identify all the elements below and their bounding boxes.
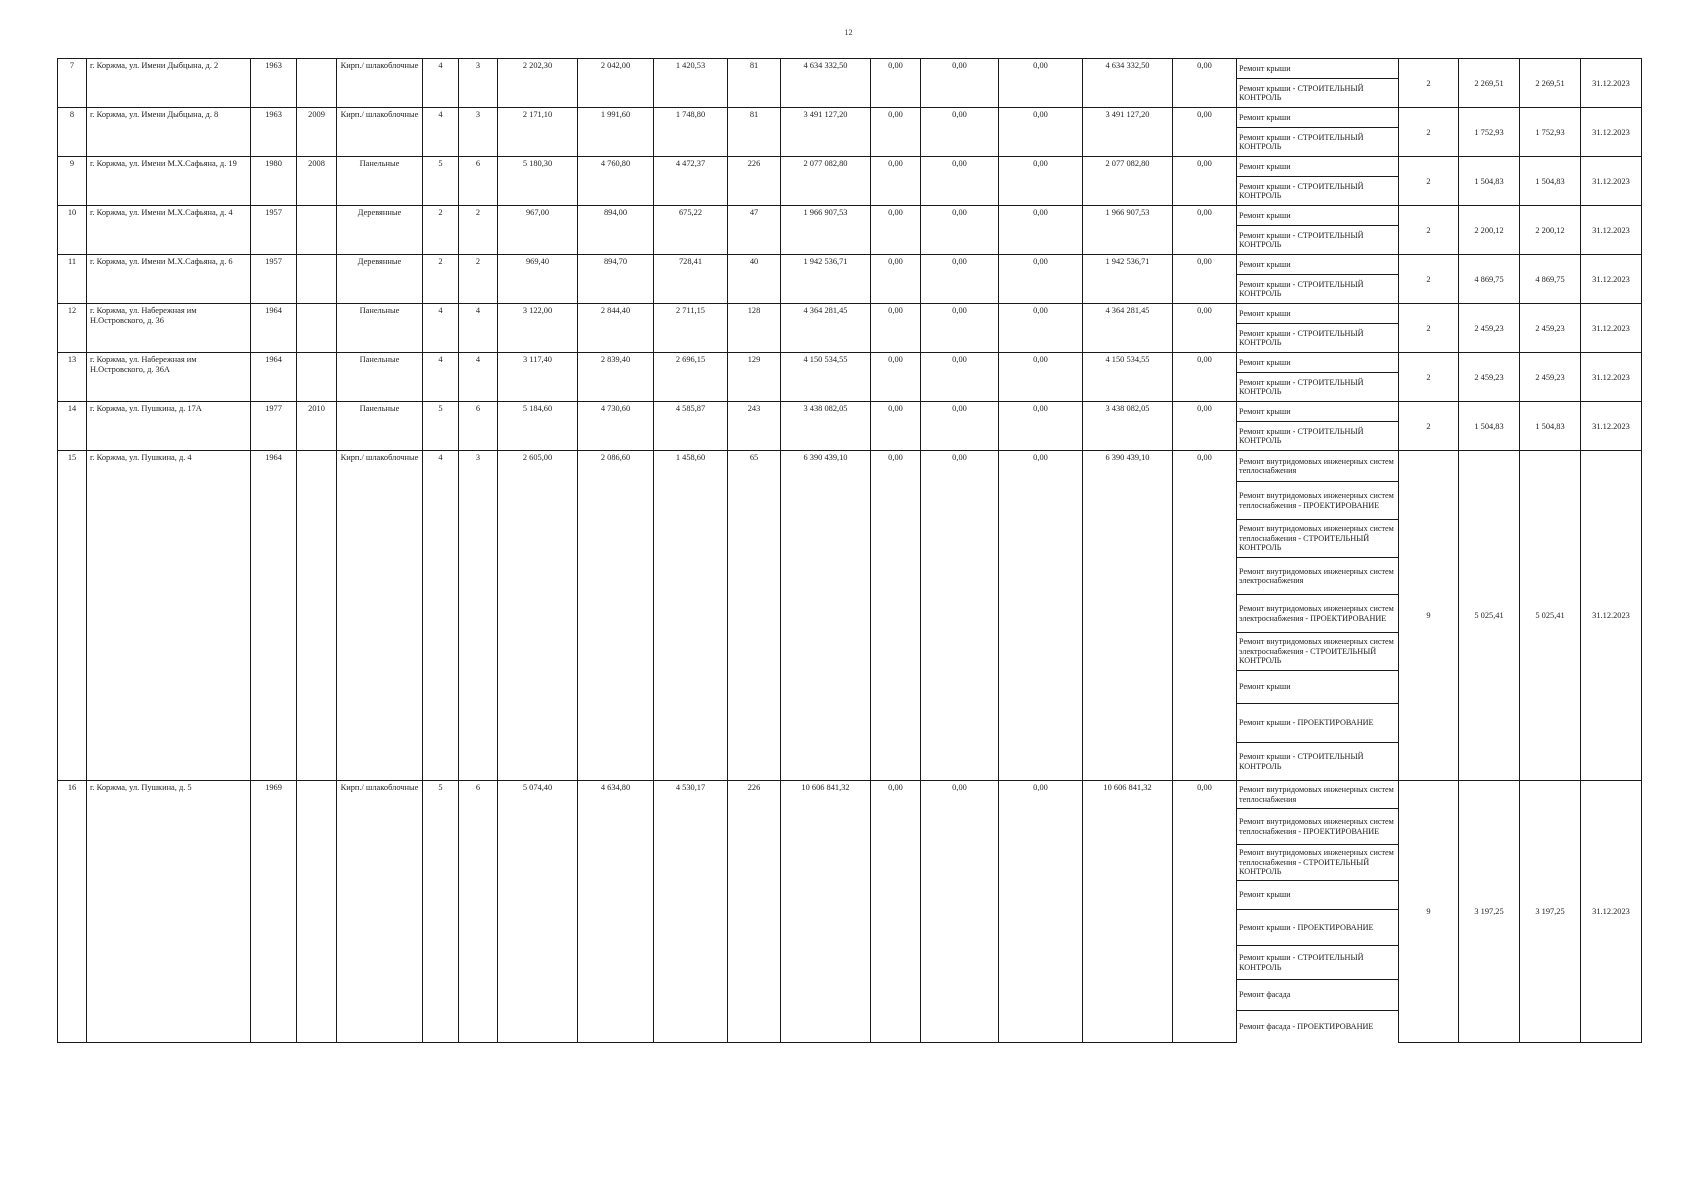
cell-address: г. Коржма, ул. Имени М.Х.Сафьяна, д. 4 [87,206,251,255]
cell-residents: 243 [728,402,781,451]
cell-fund-other: 0,00 [1173,206,1237,255]
cell-fund-owners: 1 966 907,53 [1083,206,1173,255]
cell-row-number: 15 [58,451,87,781]
cell-floors: 4 [423,108,459,157]
cell-year-renovated: 2010 [297,402,337,451]
cell-year-renovated [297,304,337,353]
cell-floors: 5 [423,781,459,1043]
cell-year-built: 1957 [251,255,297,304]
cell-year-renovated: 2009 [297,108,337,157]
cell-fund-other: 0,00 [1173,781,1237,1043]
page-number: 12 [844,28,853,37]
cell-wall-material: Панельные [337,304,423,353]
cell-address: г. Коржма, ул. Имени Дыбцына, д. 8 [87,108,251,157]
cell-work-type: Ремонт крыши - СТРОИТЕЛЬНЫЙ КОНТРОЛЬ [1237,946,1399,980]
cell-area-residential: 1 991,60 [578,108,654,157]
cell-work-type: Ремонт внутридомовых инженерных систем теплоснабжения - ПРОЕКТИРОВАНИЕ [1237,809,1399,845]
cell-fund-other: 0,00 [1173,255,1237,304]
cell-work-type: Ремонт внутридомовых инженерных систем теплоснабжения - ПРОЕКТИРОВАНИЕ [1237,482,1399,520]
cell-max-cost: 1 504,83 [1520,157,1581,206]
cell-deadline: 31.12.2023 [1581,255,1642,304]
cell-work-type: Ремонт крыши - СТРОИТЕЛЬНЫЙ КОНТРОЛЬ [1237,373,1399,402]
cell-work-type: Ремонт крыши - СТРОИТЕЛЬНЫЙ КОНТРОЛЬ [1237,422,1399,451]
register-subrow [58,353,1642,373]
register-subrow [58,451,1642,482]
cell-cost-total: 10 606 841,32 [781,781,871,1043]
cell-work-type: Ремонт внутридомовых инженерных систем теплоснабжения [1237,451,1399,482]
cell-fund-municipal: 0,00 [999,353,1083,402]
cell-year-renovated [297,206,337,255]
cell-deadline: 31.12.2023 [1581,157,1642,206]
cell-unit-cost: 1 752,93 [1459,108,1520,157]
cell-residents: 129 [728,353,781,402]
cell-deadline: 31.12.2023 [1581,108,1642,157]
cell-wall-material: Деревянные [337,206,423,255]
cell-fund-municipal: 0,00 [999,108,1083,157]
cell-work-type: Ремонт фасада [1237,980,1399,1011]
cell-wall-material: Панельные [337,157,423,206]
cell-work-type: Ремонт крыши [1237,255,1399,275]
cell-fund-federal: 0,00 [871,451,921,781]
cell-fund-municipal: 0,00 [999,206,1083,255]
cell-work-type: Ремонт крыши - СТРОИТЕЛЬНЫЙ КОНТРОЛЬ [1237,275,1399,304]
cell-residents: 128 [728,304,781,353]
cell-max-cost: 2 269,51 [1520,59,1581,108]
cell-max-cost: 2 200,12 [1520,206,1581,255]
cell-fund-regional: 0,00 [921,59,999,108]
cell-area-residential: 4 760,80 [578,157,654,206]
cell-area-owned: 728,41 [654,255,728,304]
cell-fund-federal: 0,00 [871,255,921,304]
cell-work-count: 2 [1399,304,1459,353]
cell-address: г. Коржма, ул. Набережная им Н.Островского, д. 36 [87,304,251,353]
cell-max-cost: 4 869,75 [1520,255,1581,304]
cell-work-type: Ремонт крыши [1237,881,1399,910]
cell-area-residential: 2 042,00 [578,59,654,108]
cell-work-count: 2 [1399,157,1459,206]
cell-entrances: 6 [459,157,498,206]
cell-year-built: 1980 [251,157,297,206]
cell-year-built: 1963 [251,108,297,157]
cell-year-built: 1963 [251,59,297,108]
cell-wall-material: Деревянные [337,255,423,304]
cell-area-owned: 2 696,15 [654,353,728,402]
cell-work-type: Ремонт внутридомовых инженерных систем теплоснабжения [1237,781,1399,809]
cell-area-total: 5 180,30 [498,157,578,206]
cell-area-total: 3 117,40 [498,353,578,402]
cell-fund-regional: 0,00 [921,781,999,1043]
cell-cost-total: 3 438 082,05 [781,402,871,451]
register-subrow [58,781,1642,809]
cell-work-type: Ремонт внутридомовых инженерных систем теплоснабжения - СТРОИТЕЛЬНЫЙ КОНТРОЛЬ [1237,845,1399,881]
cell-area-residential: 2 086,60 [578,451,654,781]
cell-fund-municipal: 0,00 [999,59,1083,108]
cell-floors: 2 [423,206,459,255]
cell-fund-other: 0,00 [1173,157,1237,206]
cell-wall-material: Кирп./ шлакоблочные [337,108,423,157]
cell-residents: 47 [728,206,781,255]
cell-work-type: Ремонт внутридомовых инженерных систем электроснабжения [1237,558,1399,595]
cell-area-total: 2 202,30 [498,59,578,108]
cell-fund-owners: 4 364 281,45 [1083,304,1173,353]
cell-area-total: 5 184,60 [498,402,578,451]
cell-fund-owners: 6 390 439,10 [1083,451,1173,781]
cell-unit-cost: 2 459,23 [1459,304,1520,353]
cell-entrances: 4 [459,304,498,353]
cell-residents: 65 [728,451,781,781]
cell-fund-federal: 0,00 [871,781,921,1043]
cell-work-type: Ремонт крыши - СТРОИТЕЛЬНЫЙ КОНТРОЛЬ [1237,177,1399,206]
cell-unit-cost: 2 269,51 [1459,59,1520,108]
register-subrow [58,255,1642,275]
cell-deadline: 31.12.2023 [1581,304,1642,353]
register-subrow [58,59,1642,79]
cell-max-cost: 2 459,23 [1520,304,1581,353]
cell-area-total: 969,40 [498,255,578,304]
cell-area-owned: 4 585,87 [654,402,728,451]
cell-work-count: 9 [1399,781,1459,1043]
cell-area-residential: 4 634,80 [578,781,654,1043]
cell-deadline: 31.12.2023 [1581,402,1642,451]
cell-address: г. Коржма, ул. Имени Дыбцына, д. 2 [87,59,251,108]
cell-row-number: 10 [58,206,87,255]
cell-fund-federal: 0,00 [871,59,921,108]
cell-year-built: 1969 [251,781,297,1043]
cell-unit-cost: 2 459,23 [1459,353,1520,402]
cell-entrances: 6 [459,402,498,451]
cell-work-type: Ремонт крыши [1237,108,1399,128]
cell-work-type: Ремонт крыши [1237,157,1399,177]
cell-fund-regional: 0,00 [921,304,999,353]
cell-fund-regional: 0,00 [921,157,999,206]
cell-work-type: Ремонт крыши - ПРОЕКТИРОВАНИЕ [1237,704,1399,743]
cell-unit-cost: 1 504,83 [1459,402,1520,451]
cell-work-count: 2 [1399,353,1459,402]
cell-floors: 5 [423,402,459,451]
cell-area-total: 3 122,00 [498,304,578,353]
cell-area-residential: 4 730,60 [578,402,654,451]
cell-max-cost: 3 197,25 [1520,781,1581,1043]
cell-entrances: 2 [459,255,498,304]
cell-cost-total: 2 077 082,80 [781,157,871,206]
cell-fund-municipal: 0,00 [999,255,1083,304]
cell-area-owned: 1 420,53 [654,59,728,108]
cell-year-renovated [297,353,337,402]
cell-entrances: 6 [459,781,498,1043]
cell-work-type: Ремонт крыши - СТРОИТЕЛЬНЫЙ КОНТРОЛЬ [1237,324,1399,353]
cell-floors: 4 [423,451,459,781]
cell-wall-material: Панельные [337,353,423,402]
cell-work-type: Ремонт внутридомовых инженерных систем электроснабжения - СТРОИТЕЛЬНЫЙ КОНТРОЛЬ [1237,633,1399,671]
cell-row-number: 16 [58,781,87,1043]
cell-fund-federal: 0,00 [871,402,921,451]
cell-year-built: 1964 [251,304,297,353]
cell-fund-owners: 4 150 534,55 [1083,353,1173,402]
cell-work-type: Ремонт крыши [1237,671,1399,704]
cell-work-count: 2 [1399,59,1459,108]
register-body [58,59,1642,1043]
cell-year-built: 1964 [251,353,297,402]
cell-year-built: 1964 [251,451,297,781]
cell-unit-cost: 2 200,12 [1459,206,1520,255]
cell-area-owned: 2 711,15 [654,304,728,353]
cell-residents: 40 [728,255,781,304]
cell-work-type: Ремонт крыши [1237,206,1399,226]
cell-residents: 226 [728,157,781,206]
cell-fund-regional: 0,00 [921,255,999,304]
cell-fund-owners: 3 491 127,20 [1083,108,1173,157]
cell-work-type: Ремонт фасада - ПРОЕКТИРОВАНИЕ [1237,1011,1399,1043]
cell-residents: 81 [728,59,781,108]
cell-unit-cost: 1 504,83 [1459,157,1520,206]
cell-unit-cost: 3 197,25 [1459,781,1520,1043]
cell-max-cost: 1 752,93 [1520,108,1581,157]
cell-fund-other: 0,00 [1173,304,1237,353]
cell-area-owned: 4 530,17 [654,781,728,1043]
register-subrow [58,402,1642,422]
cell-row-number: 11 [58,255,87,304]
cell-work-count: 2 [1399,206,1459,255]
cell-cost-total: 1 942 536,71 [781,255,871,304]
cell-work-type: Ремонт крыши - СТРОИТЕЛЬНЫЙ КОНТРОЛЬ [1237,743,1399,781]
cell-floors: 4 [423,353,459,402]
cell-residents: 81 [728,108,781,157]
cell-floors: 4 [423,304,459,353]
cell-fund-owners: 3 438 082,05 [1083,402,1173,451]
cell-year-renovated: 2008 [297,157,337,206]
cell-fund-owners: 10 606 841,32 [1083,781,1173,1043]
cell-work-count: 2 [1399,255,1459,304]
cell-cost-total: 3 491 127,20 [781,108,871,157]
cell-fund-federal: 0,00 [871,108,921,157]
cell-work-type: Ремонт крыши - СТРОИТЕЛЬНЫЙ КОНТРОЛЬ [1237,79,1399,108]
cell-year-renovated [297,781,337,1043]
cell-work-type: Ремонт крыши [1237,304,1399,324]
cell-area-total: 2 605,00 [498,451,578,781]
cell-deadline: 31.12.2023 [1581,206,1642,255]
cell-address: г. Коржма, ул. Имени М.Х.Сафьяна, д. 19 [87,157,251,206]
cell-row-number: 7 [58,59,87,108]
cell-work-type: Ремонт крыши [1237,353,1399,373]
cell-cost-total: 6 390 439,10 [781,451,871,781]
cell-year-renovated [297,255,337,304]
cell-area-owned: 1 748,80 [654,108,728,157]
cell-entrances: 3 [459,108,498,157]
cell-fund-municipal: 0,00 [999,304,1083,353]
cell-row-number: 14 [58,402,87,451]
cell-year-renovated [297,451,337,781]
cell-work-count: 2 [1399,108,1459,157]
capital-repair-register-table [57,58,1642,1043]
cell-fund-federal: 0,00 [871,206,921,255]
cell-fund-regional: 0,00 [921,206,999,255]
cell-work-type: Ремонт крыши - СТРОИТЕЛЬНЫЙ КОНТРОЛЬ [1237,226,1399,255]
cell-unit-cost: 4 869,75 [1459,255,1520,304]
cell-wall-material: Кирп./ шлакоблочные [337,451,423,781]
cell-wall-material: Кирп./ шлакоблочные [337,59,423,108]
register-subrow [58,157,1642,177]
cell-entrances: 3 [459,59,498,108]
cell-address: г. Коржма, ул. Набережная им Н.Островского, д. 36А [87,353,251,402]
register-subrow [58,108,1642,128]
cell-year-renovated [297,59,337,108]
cell-area-owned: 675,22 [654,206,728,255]
cell-fund-municipal: 0,00 [999,402,1083,451]
cell-work-count: 9 [1399,451,1459,781]
cell-residents: 226 [728,781,781,1043]
cell-row-number: 12 [58,304,87,353]
cell-area-residential: 2 844,40 [578,304,654,353]
cell-max-cost: 2 459,23 [1520,353,1581,402]
cell-unit-cost: 5 025,41 [1459,451,1520,781]
register-subrow [58,206,1642,226]
cell-work-count: 2 [1399,402,1459,451]
cell-work-type: Ремонт внутридомовых инженерных систем теплоснабжения - СТРОИТЕЛЬНЫЙ КОНТРОЛЬ [1237,520,1399,558]
cell-area-residential: 894,00 [578,206,654,255]
cell-area-owned: 4 472,37 [654,157,728,206]
cell-fund-other: 0,00 [1173,59,1237,108]
cell-cost-total: 4 150 534,55 [781,353,871,402]
cell-wall-material: Панельные [337,402,423,451]
cell-address: г. Коржма, ул. Пушкина, д. 5 [87,781,251,1043]
cell-entrances: 2 [459,206,498,255]
cell-deadline: 31.12.2023 [1581,451,1642,781]
cell-year-built: 1957 [251,206,297,255]
cell-fund-owners: 4 634 332,50 [1083,59,1173,108]
cell-area-total: 5 074,40 [498,781,578,1043]
cell-work-type: Ремонт крыши - СТРОИТЕЛЬНЫЙ КОНТРОЛЬ [1237,128,1399,157]
cell-max-cost: 5 025,41 [1520,451,1581,781]
cell-entrances: 4 [459,353,498,402]
cell-fund-federal: 0,00 [871,304,921,353]
cell-fund-regional: 0,00 [921,353,999,402]
cell-area-residential: 2 839,40 [578,353,654,402]
cell-row-number: 8 [58,108,87,157]
cell-fund-regional: 0,00 [921,108,999,157]
cell-address: г. Коржма, ул. Пушкина, д. 4 [87,451,251,781]
cell-fund-federal: 0,00 [871,353,921,402]
cell-row-number: 9 [58,157,87,206]
cell-area-total: 967,00 [498,206,578,255]
cell-fund-municipal: 0,00 [999,157,1083,206]
cell-deadline: 31.12.2023 [1581,59,1642,108]
cell-floors: 2 [423,255,459,304]
cell-deadline: 31.12.2023 [1581,781,1642,1043]
cell-fund-other: 0,00 [1173,353,1237,402]
cell-address: г. Коржма, ул. Пушкина, д. 17А [87,402,251,451]
cell-fund-other: 0,00 [1173,402,1237,451]
cell-year-built: 1977 [251,402,297,451]
cell-fund-owners: 2 077 082,80 [1083,157,1173,206]
cell-row-number: 13 [58,353,87,402]
cell-entrances: 3 [459,451,498,781]
cell-fund-municipal: 0,00 [999,781,1083,1043]
cell-area-owned: 1 458,60 [654,451,728,781]
cell-cost-total: 1 966 907,53 [781,206,871,255]
cell-work-type: Ремонт крыши [1237,402,1399,422]
cell-wall-material: Кирп./ шлакоблочные [337,781,423,1043]
cell-area-residential: 894,70 [578,255,654,304]
cell-address: г. Коржма, ул. Имени М.Х.Сафьяна, д. 6 [87,255,251,304]
cell-fund-owners: 1 942 536,71 [1083,255,1173,304]
cell-deadline: 31.12.2023 [1581,353,1642,402]
cell-fund-other: 0,00 [1173,451,1237,781]
cell-area-total: 2 171,10 [498,108,578,157]
cell-fund-other: 0,00 [1173,108,1237,157]
cell-cost-total: 4 364 281,45 [781,304,871,353]
register-subrow [58,304,1642,324]
cell-fund-municipal: 0,00 [999,451,1083,781]
cell-floors: 5 [423,157,459,206]
cell-floors: 4 [423,59,459,108]
cell-fund-federal: 0,00 [871,157,921,206]
cell-fund-regional: 0,00 [921,402,999,451]
cell-fund-regional: 0,00 [921,451,999,781]
cell-work-type: Ремонт крыши [1237,59,1399,79]
cell-max-cost: 1 504,83 [1520,402,1581,451]
cell-work-type: Ремонт крыши - ПРОЕКТИРОВАНИЕ [1237,910,1399,946]
cell-cost-total: 4 634 332,50 [781,59,871,108]
cell-work-type: Ремонт внутридомовых инженерных систем электроснабжения - ПРОЕКТИРОВАНИЕ [1237,595,1399,633]
